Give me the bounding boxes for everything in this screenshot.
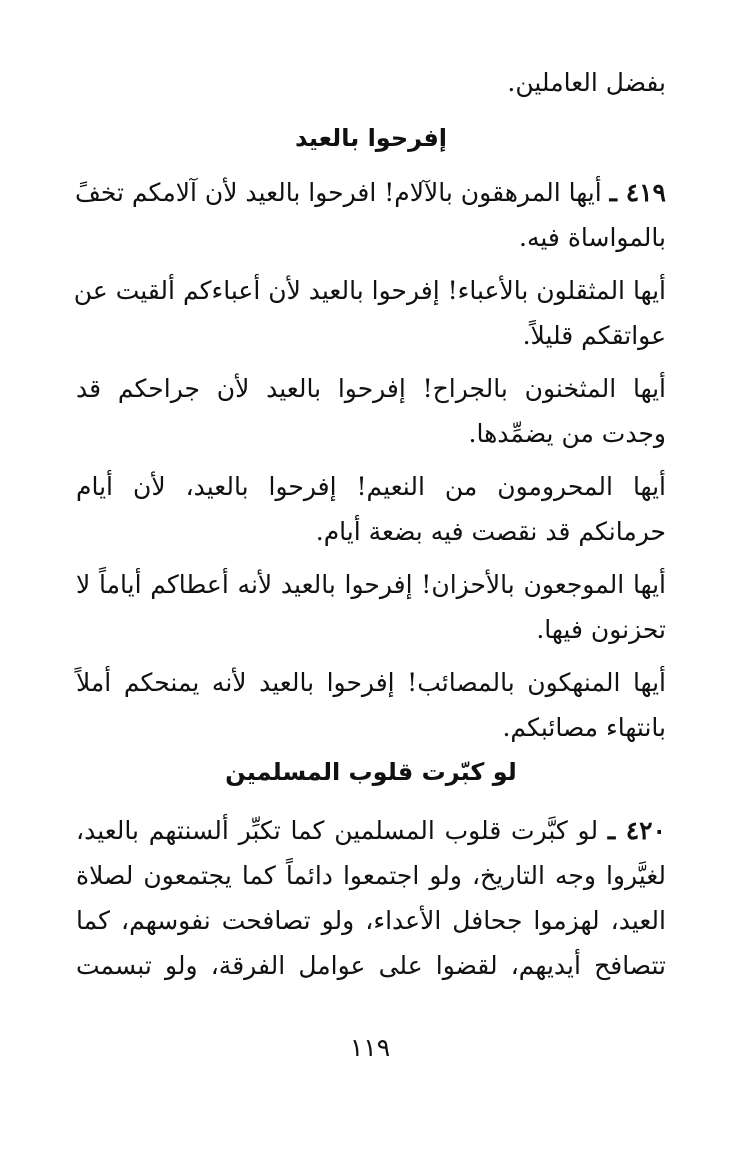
page-number: ١١٩ [349, 1033, 391, 1062]
entry-number: ٤٢٠ ـ [607, 816, 666, 845]
line-text: لو كبَّرت قلوب المسلمين كما تكبِّر ألسنتهم بالعيد، [76, 816, 599, 845]
paragraph-line: أيها المنهكون بالمصائب! إفرحوا بالعيد لأنه يمنحكم أملاً [76, 668, 666, 697]
paragraph-line: العيد، لهزموا جحافل الأعداء، ولو تصافحت نفوسهم، كما [76, 906, 666, 935]
paragraph-line: بانتهاء مصائبكم. [502, 713, 666, 742]
paragraph-deprived [76, 464, 666, 554]
paragraph-line [76, 808, 666, 853]
section-heading-hearts-of-muslims: لو كبّرت قلوب المسلمين [225, 758, 517, 786]
paragraph-line: وجدت من يضمِّدها. [468, 419, 666, 448]
paragraph-line: لغيَّروا وجه التاريخ، ولو اجتمعوا دائماً كما يجتمعون لصلاة [76, 861, 666, 890]
paragraph-line: تتصافح أيديهم، لقضوا على عوامل الفرقة، ولو تبسمت [76, 951, 666, 980]
entry-number: ٤١٩ ـ [609, 178, 666, 207]
paragraph-line [76, 170, 666, 215]
paragraph-line: بالمواساة فيه. [519, 223, 666, 252]
paragraph-line: حرمانكم قد نقصت فيه بضعة أيام. [315, 517, 666, 546]
paragraph-line: تحزنون فيها. [536, 615, 666, 644]
section-heading-celebrate-eid: إفرحوا بالعيد [294, 124, 448, 152]
intro-paragraph [76, 60, 666, 105]
paragraph-line: عواتقكم قليلاً. [522, 321, 666, 350]
line-text: أيها المرهقون بالآلام! افرحوا بالعيد لأن آلامكم تخفً [74, 178, 602, 207]
paragraph-wounded [76, 366, 666, 456]
paragraph-line: أيها المثخنون بالجراح! إفرحوا بالعيد لأن جراحكم قد [76, 374, 666, 403]
paragraph-420 [76, 808, 666, 988]
paragraph-line: أيها الموجعون بالأحزان! إفرحوا بالعيد لأنه أعطاكم أياماً لا [76, 570, 666, 599]
paragraph-419 [76, 170, 666, 260]
paragraph-afflicted [76, 660, 666, 750]
paragraph-line: بفضل العاملين. [507, 68, 666, 97]
paragraph-burdened [73, 268, 666, 358]
paragraph-line: أيها المثقلون بالأعباء! إفرحوا بالعيد لأن أعباءكم ألقيت عن [73, 276, 666, 305]
paragraph-line: أيها المحرومون من النعيم! إفرحوا بالعيد، لأن أيام [76, 472, 666, 501]
paragraph-grieving [76, 562, 666, 652]
